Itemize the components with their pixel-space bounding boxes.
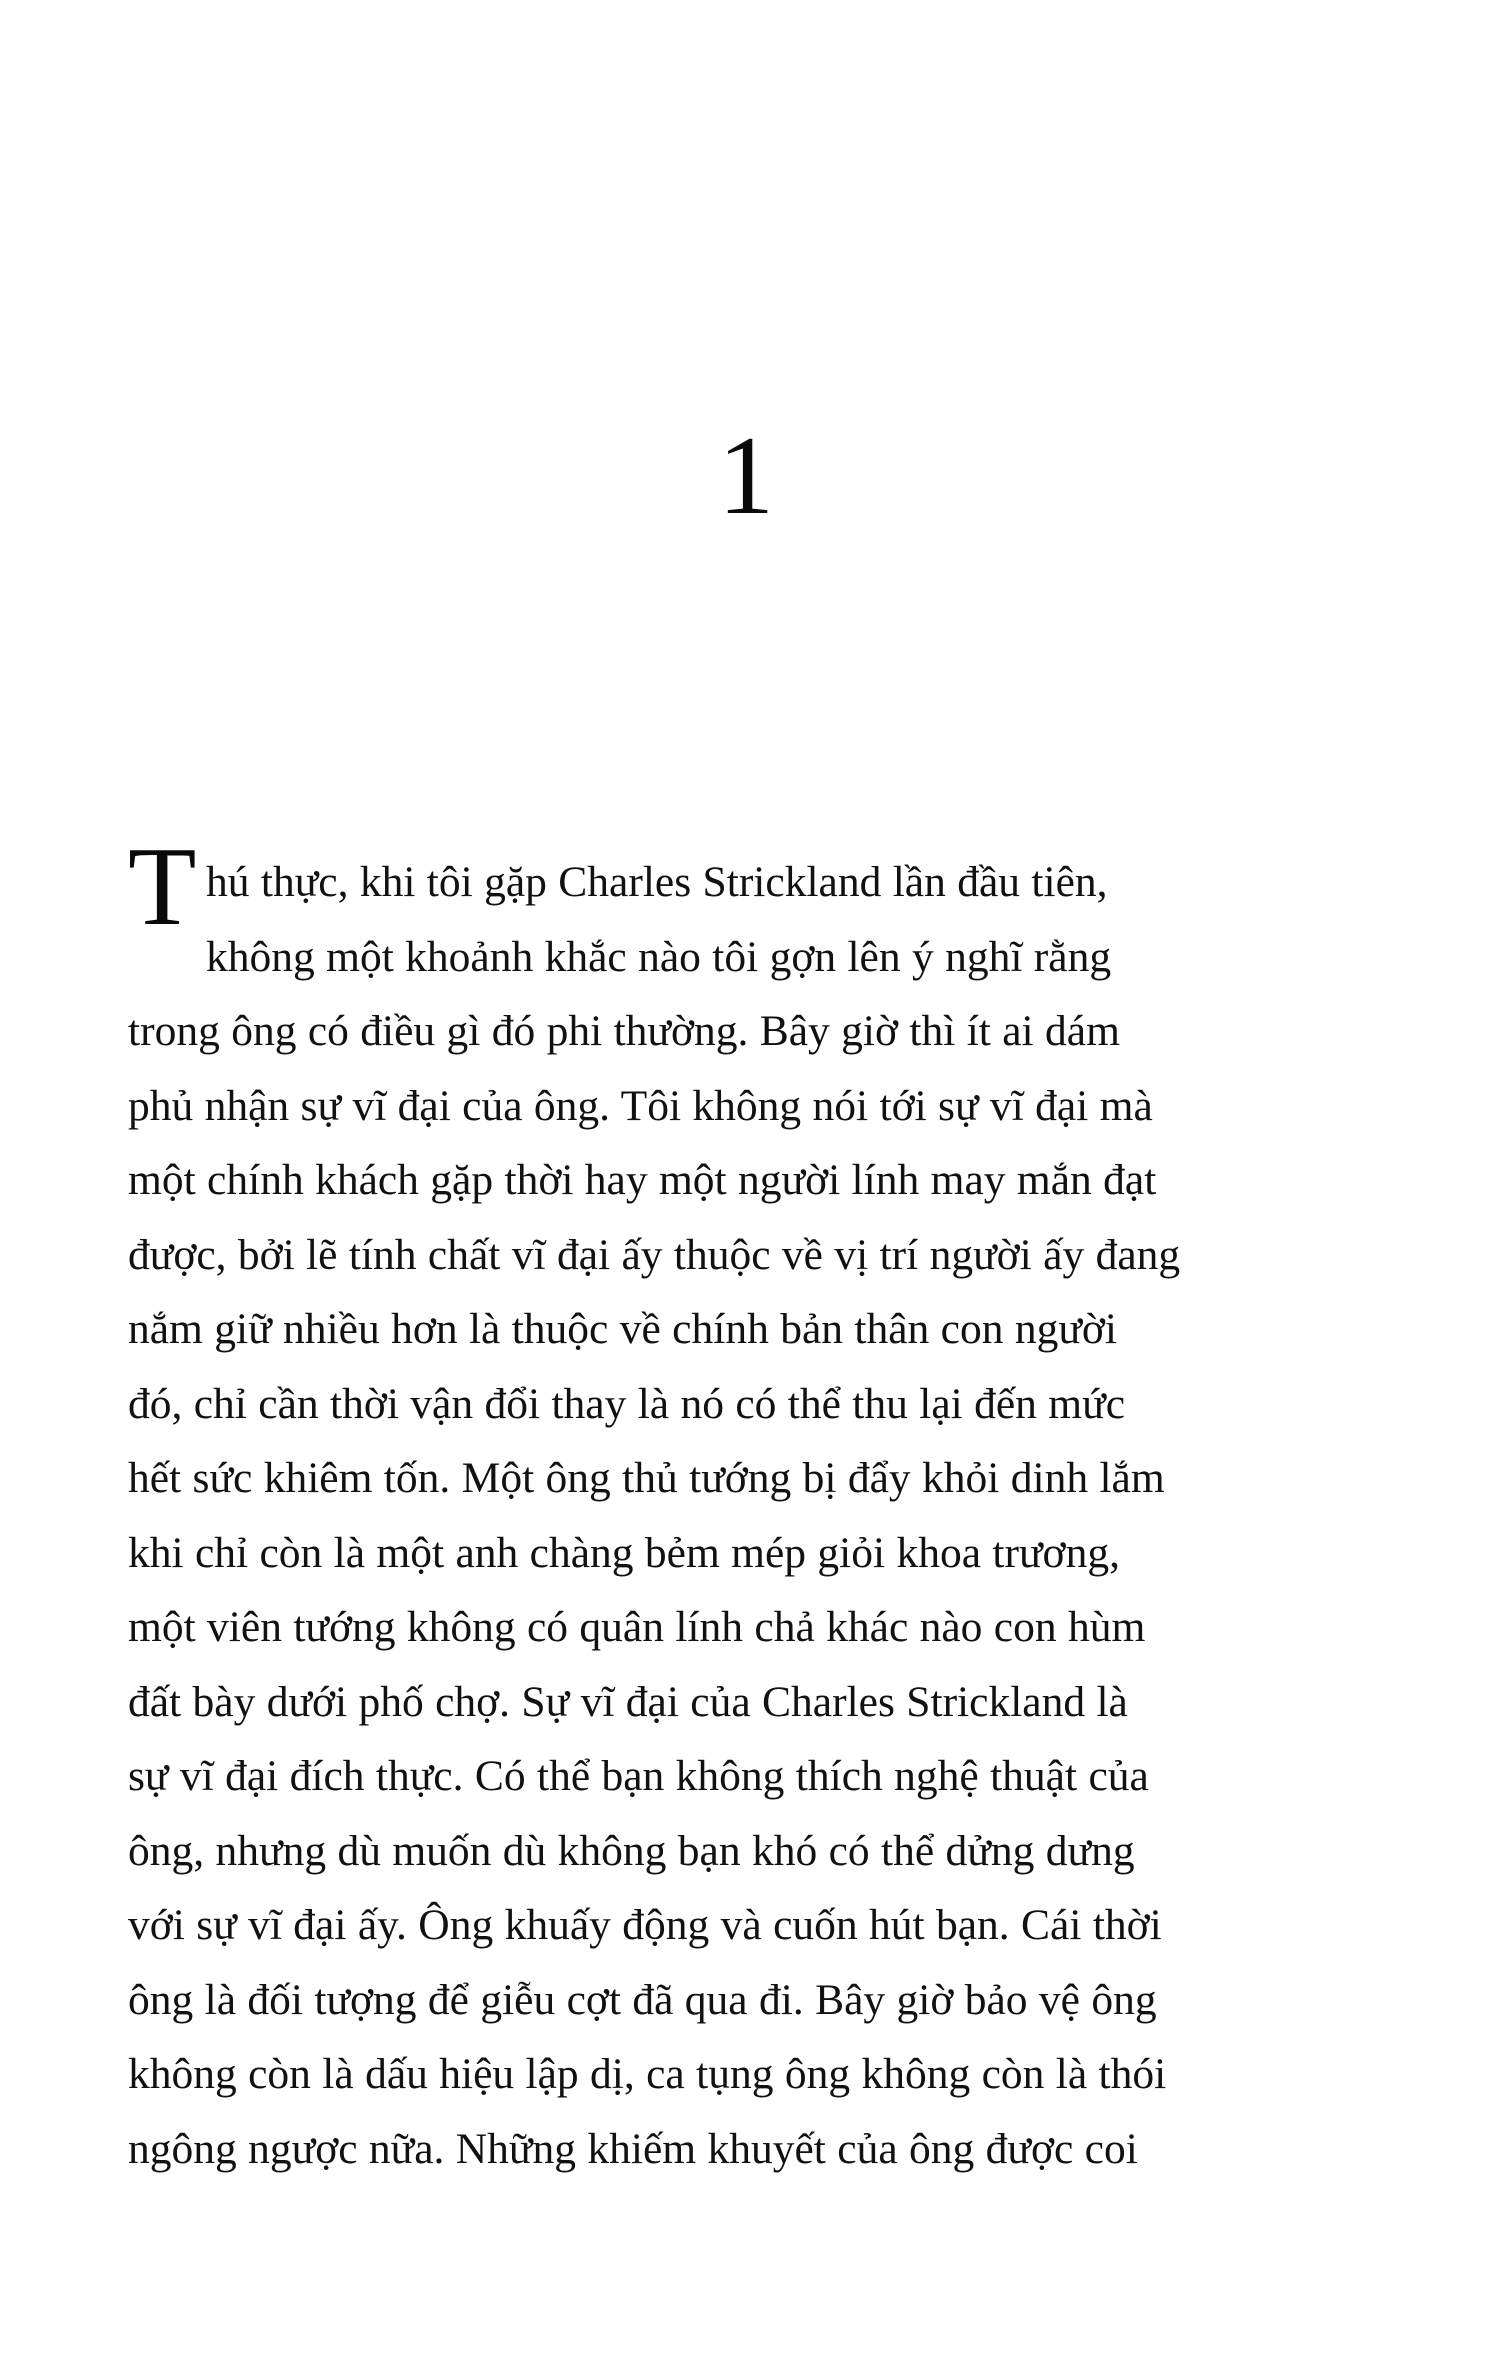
text-line: đó, chỉ cần thời vận đổi thay là nó có thể thu lại đến mức [128, 1379, 1126, 1428]
text-line: với sự vĩ đại ấy. Ông khuấy động và cuốn hút bạn. Cái thời [128, 1901, 1162, 1949]
text-line: trong ông có điều gì đó phi thường. Bây giờ thì ít ai dám [128, 1007, 1120, 1055]
text-line: hú thực, khi tôi gặp Charles Strickland lần đầu tiên, [206, 858, 1108, 906]
text-line: không còn là dấu hiệu lập dị, ca tụng ông không còn là thói [128, 2050, 1167, 2098]
drop-cap: T [128, 825, 197, 949]
text-line: đất bày dưới phố chợ. Sự vĩ đại của Charles Strickland là [128, 1677, 1128, 1726]
text-line: ông là đối tượng để giễu cợt đã qua đi. Bây giờ bảo vệ ông [128, 1975, 1157, 2024]
text-line: một viên tướng không có quân lính chả khác nào con hùm [128, 1603, 1146, 1651]
text-line: phủ nhận sự vĩ đại của ông. Tôi không nói tới sự vĩ đại mà [128, 1081, 1153, 1130]
text-line: hết sức khiêm tốn. Một ông thủ tướng bị đẩy khỏi dinh lắm [128, 1454, 1165, 1502]
body-paragraph [128, 825, 1340, 2186]
text-line: ông, nhưng dù muốn dù không bạn khó có thể dửng dưng [128, 1826, 1135, 1875]
text-line: không một khoảnh khắc nào tôi gợn lên ý nghĩ rằng [206, 932, 1112, 981]
text-line: khi chỉ còn là một anh chàng bẻm mép giỏi khoa trương, [128, 1528, 1120, 1577]
text-line: một chính khách gặp thời hay một người lính may mắn đạt [128, 1156, 1157, 1204]
chapter-number: 1 [718, 414, 774, 538]
text-line: nắm giữ nhiều hơn là thuộc về chính bản thân con người [128, 1305, 1117, 1353]
text-line: sự vĩ đại đích thực. Có thể bạn không thích nghệ thuật của [128, 1752, 1149, 1800]
text-line: ngông ngược nữa. Những khiếm khuyết của ông được coi [128, 2124, 1138, 2173]
text-line: được, bởi lẽ tính chất vĩ đại ấy thuộc về vị trí người ấy đang [128, 1230, 1181, 1279]
